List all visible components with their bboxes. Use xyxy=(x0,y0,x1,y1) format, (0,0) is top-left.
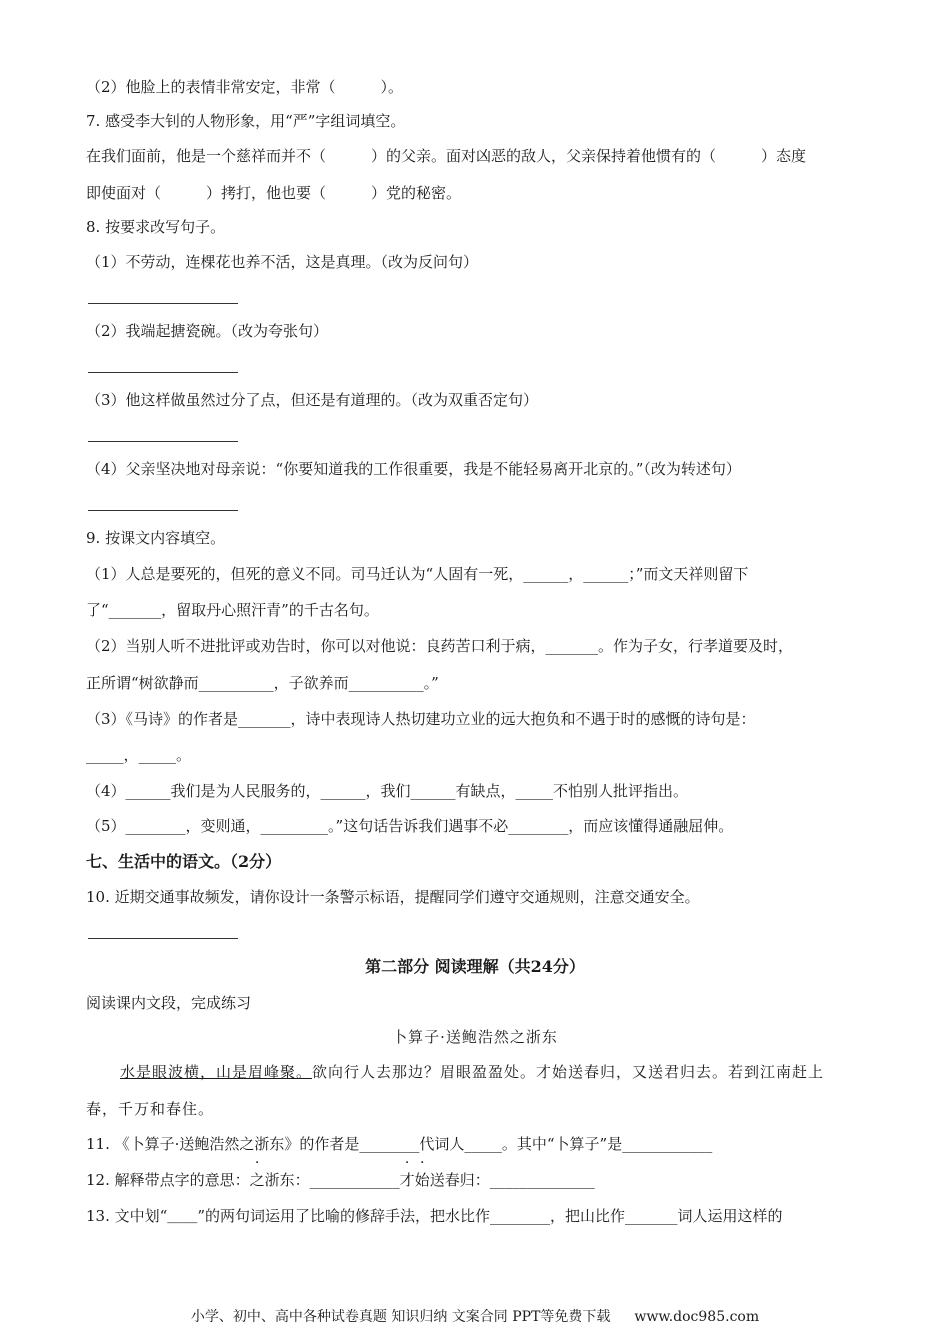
q13-prompt-start: 13. 文中划“ xyxy=(86,1207,168,1225)
poem-text: 欲向行人去那边？眉眼盈盈处。才始送春归，又送君归去。若到江南赶上 xyxy=(312,1063,825,1081)
underline-mark: ＿＿ xyxy=(167,1207,198,1225)
q7-text-2: 即使面对（ ）拷打，他也要（ ）党的秘密。 xyxy=(86,184,462,202)
page-footer xyxy=(0,1306,950,1326)
q10-text: 10. 近期交通事故频发，请你设计一条警示标语，提醒同学们遵守交通规则，注意交通安全。 xyxy=(86,888,700,906)
answer-line[interactable] xyxy=(88,938,238,939)
reading-instruction: 阅读课内文段，完成练习 xyxy=(86,994,252,1012)
dotted-char: 始 xyxy=(414,1171,430,1189)
poem-title: 卜算子·送鲍浩然之浙东 xyxy=(392,1028,558,1046)
section-7-heading: 七、生活中的语文。（2分） xyxy=(86,852,282,871)
footer-text: 小学、初中、高中各种试卷真题 知识归纳 文案合同 PPT等免费下载 xyxy=(190,1309,611,1325)
q8-item-1: （1）不劳动，连棵花也养不活，这是真理。（改为反问句） xyxy=(86,253,479,271)
q8-item-3: （3）他这样做虽然过分了点，但还是有道理的。（改为双重否定句） xyxy=(86,391,539,409)
answer-line[interactable] xyxy=(88,441,238,442)
q13-prompt-rest: ”的两句词运用了比喻的修辞手法，把水比作________，把山比作_______词人运用这样的 xyxy=(197,1207,783,1225)
q6-item-2: （2）他脸上的表情非常安定，非常（ ）。 xyxy=(86,78,404,96)
answer-line[interactable] xyxy=(88,510,238,511)
q9-item-5: （5）________，变则通，_________。”这句话告诉我们遇事不必________，而应该懂得通融屈伸。 xyxy=(86,817,734,835)
q9-item-4: （4）______我们是为人民服务的，______，我们______有缺点，_____不怕别人批评指出。 xyxy=(86,782,689,800)
q7-title: 7. 感受李大钊的人物形象，用“严”字组词填空。 xyxy=(86,112,406,130)
q12-text xyxy=(86,1169,595,1191)
poem-underlined-text: 水是眼波横，山是眉峰聚。 xyxy=(120,1063,313,1081)
answer-line[interactable] xyxy=(88,372,238,373)
q12-blank-2: 送春归：______________ xyxy=(429,1171,595,1189)
poem-line-2: 春，千万和春住。 xyxy=(86,1100,215,1118)
q12-blank-1: 浙东：____________ xyxy=(264,1171,400,1189)
q9-item-3b: _____，_____。 xyxy=(86,746,192,764)
dotted-char: 才 xyxy=(399,1171,415,1189)
q9-item-1a: （1）人总是要死的，但死的意义不同。司马迁认为“人固有一死，______，______；”而文天祥则留下 xyxy=(86,565,749,583)
footer-site: www.doc985.com xyxy=(634,1309,760,1325)
q7-text-1: 在我们面前，他是一个慈祥而并不（ ）的父亲。面对凶恶的敌人，父亲保持着他惯有的（ ）态度 xyxy=(86,147,807,165)
dotted-char: 之 xyxy=(249,1171,265,1189)
q9-item-3a: （3）《马诗》的作者是_______，诗中表现诗人热切建功立业的远大抱负和不遇于时的感慨的诗句是： xyxy=(86,710,756,728)
q12-prompt: 12. 解释带点字的意思： xyxy=(86,1171,250,1189)
q9-item-2b: 正所谓“树欲静而__________，子欲养而__________。” xyxy=(86,674,439,692)
part-2-heading: 第二部分 阅读理解（共24分） xyxy=(365,957,585,976)
q9-title: 9. 按课文内容填空。 xyxy=(86,529,226,547)
q11-text: 11. 《卜算子·送鲍浩然之浙东》的作者是________代词人_____。其中“卜算子”是____________ xyxy=(86,1135,713,1153)
q8-item-4: （4）父亲坚决地对母亲说：“你要知道我的工作很重要，我是不能轻易离开北京的。”（改为转述句） xyxy=(86,460,741,478)
poem-line-1 xyxy=(120,1061,824,1083)
q9-item-2a: （2）当别人听不进批评或劝告时，你可以对他说：良药苦口利于病，_______。作为子女，行孝道要及时， xyxy=(86,637,794,655)
q8-title: 8. 按要求改写句子。 xyxy=(86,218,226,236)
q13-text xyxy=(86,1205,782,1227)
answer-line[interactable] xyxy=(88,303,238,304)
q9-item-1b: 了“_______，留取丹心照汗青”的千古名句。 xyxy=(86,601,379,619)
q8-item-2: （2）我端起搪瓷碗。（改为夸张句） xyxy=(86,322,329,340)
